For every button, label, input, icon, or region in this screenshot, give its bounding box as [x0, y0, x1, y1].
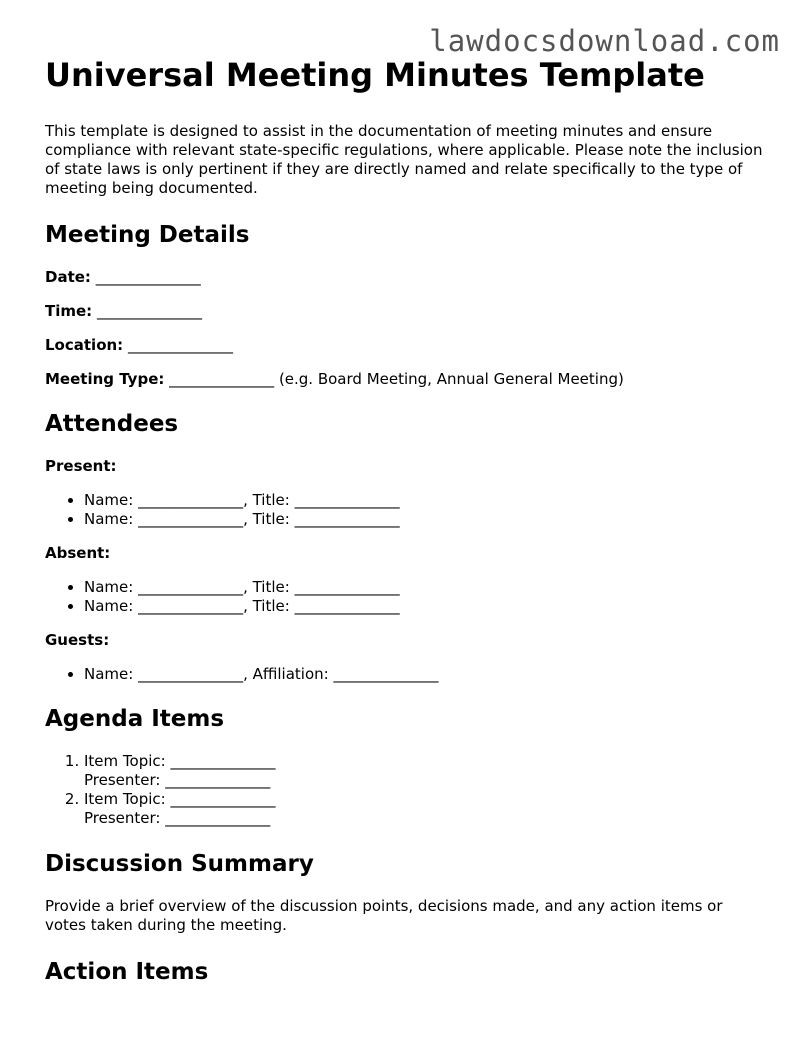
date-blank: ______________ — [95, 268, 201, 286]
absent-item: • Name: ______________, Title: ______________ — [84, 597, 765, 616]
meeting-type-blank: ______________ — [169, 370, 275, 388]
present-item: • Name: ______________, Title: ______________ — [84, 510, 765, 529]
meeting-type-field — [45, 370, 765, 389]
agenda-heading: Agenda Items — [45, 706, 225, 732]
time-field — [45, 302, 765, 321]
date-field — [45, 268, 765, 287]
present-label: Present: — [45, 457, 117, 475]
present-item: • Name: ______________, Title: ______________ — [84, 491, 765, 510]
meeting-type-hint: (e.g. Board Meeting, Annual General Meeting) — [278, 370, 624, 388]
discussion-text: Provide a brief overview of the discussion points, decisions made, and any action items or votes taken during the meeting. — [45, 897, 723, 934]
agenda-list — [45, 752, 765, 828]
document-page — [45, 52, 765, 987]
guests-list — [45, 665, 765, 684]
agenda-item-presenter: Presenter: ______________ — [84, 809, 271, 827]
intro-paragraph: This template is designed to assist in the documentation of meeting minutes and ensure compliance with relevant state-specific regulations, where applicable. Please note the inclusion of state laws is only pertinent if they are directly named and relate specifically to the type of meeting being documented. — [45, 122, 763, 197]
watermark: lawdocsdownload.com — [429, 24, 780, 58]
agenda-item — [84, 790, 765, 828]
location-field — [45, 336, 765, 355]
meeting-type-label: Meeting Type: — [45, 370, 165, 388]
action-items-heading: Action Items — [45, 959, 209, 985]
guests-label: Guests: — [45, 631, 110, 649]
absent-label: Absent: — [45, 544, 111, 562]
discussion-heading: Discussion Summary — [45, 851, 314, 877]
agenda-item-presenter: Presenter: ______________ — [84, 771, 271, 789]
location-blank: ______________ — [127, 336, 233, 354]
absent-item: • Name: ______________, Title: ______________ — [84, 578, 765, 597]
document-title: Universal Meeting Minutes Template — [45, 56, 705, 94]
meeting-details-heading: Meeting Details — [45, 222, 250, 248]
date-label: Date: — [45, 268, 91, 286]
attendees-heading: Attendees — [45, 411, 179, 437]
time-label: Time: — [45, 302, 93, 320]
time-blank: ______________ — [96, 302, 202, 320]
guest-item: • Name: ______________, Affiliation: ______________ — [84, 665, 765, 684]
agenda-item-topic: Item Topic: ______________ — [84, 752, 276, 770]
location-label: Location: — [45, 336, 124, 354]
present-list — [45, 491, 765, 529]
agenda-item — [84, 752, 765, 790]
absent-list — [45, 578, 765, 616]
agenda-item-topic: Item Topic: ______________ — [84, 790, 276, 808]
